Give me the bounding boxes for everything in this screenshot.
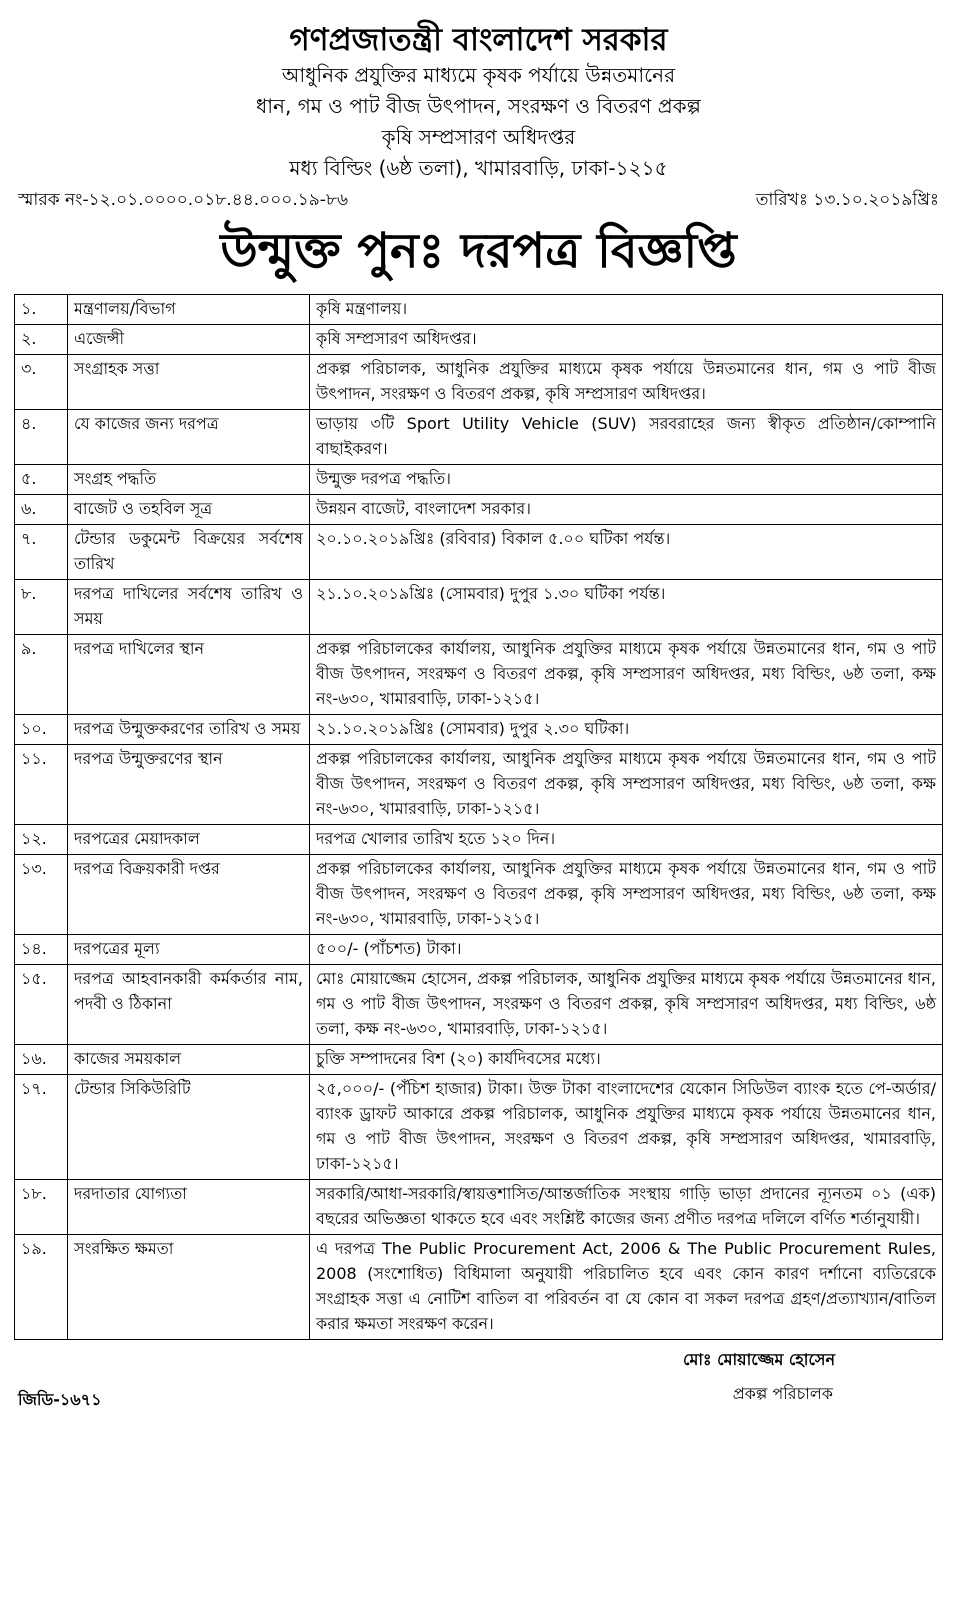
- item-label: দরপত্র বিক্রয়কারী দপ্তর: [68, 855, 310, 935]
- project-line-1: আধুনিক প্রযুক্তির মাধ্যমে কৃষক পর্যায়ে উন্নতমানের: [281, 63, 676, 87]
- item-label: টেন্ডার সিকিউরিটি: [68, 1075, 310, 1180]
- item-value: প্রকল্প পরিচালকের কার্যালয়, আধুনিক প্রযুক্তির মাধ্যমে কৃষক পর্যায়ে উন্নতমানের ধান, গম ও পাট বীজ উৎপাদন, সংরক্ষণ ও বিতরণ প্রকল্প, কৃষি সম্প্রসারণ অধিদপ্তর, মধ্য বিল্ডিং, ৬ষ্ঠ তলা, কক্ষ নং-৬৩০, খামারবাড়ি, ঢাকা-১২১৫।: [310, 855, 943, 935]
- item-value: ২১.১০.২০১৯খ্রিঃ (সোমবার) দুপুর ২.৩০ ঘটিকা।: [310, 715, 943, 745]
- item-value: চুক্তি সম্পাদনের বিশ (২০) কার্যদিবসের মধ্যে।: [310, 1045, 943, 1075]
- table-row: [15, 745, 943, 825]
- serial-number: ৯.: [15, 635, 68, 715]
- tender-details-table: [14, 294, 943, 1340]
- item-value: মোঃ মোয়াজ্জেম হোসেন, প্রকল্প পরিচালক, আধুনিক প্রযুক্তির মাধ্যমে কৃষক পর্যায়ে উন্নতমানের ধান, গম ও পাট বীজ উৎপাদন, সংরক্ষণ ও বিতরণ প্রকল্প, কৃষি সম্প্রসারণ অধিদপ্তর, মধ্য বিল্ডিং, ৬ষ্ঠ তলা, কক্ষ নং-৬৩০, খামারবাড়ি, ঢাকা-১২১৫।: [310, 965, 943, 1045]
- table-row: [15, 495, 943, 525]
- item-label: দরদাতার যোগ্যতা: [68, 1180, 310, 1235]
- serial-number: ১৫.: [15, 965, 68, 1045]
- notice-footer: [14, 1340, 943, 1440]
- table-row: [15, 965, 943, 1045]
- serial-number: ১৭.: [15, 1075, 68, 1180]
- table-row: [15, 295, 943, 325]
- serial-number: ৭.: [15, 525, 68, 580]
- serial-number: ৬.: [15, 495, 68, 525]
- item-value: কৃষি মন্ত্রণালয়।: [310, 295, 943, 325]
- item-label: সংরক্ষিত ক্ষমতা: [68, 1235, 310, 1340]
- serial-number: ১১.: [15, 745, 68, 825]
- serial-number: ১৯.: [15, 1235, 68, 1340]
- serial-number: ১৪.: [15, 935, 68, 965]
- item-value: প্রকল্প পরিচালকের কার্যালয়, আধুনিক প্রযুক্তির মাধ্যমে কৃষক পর্যায়ে উন্নতমানের ধান, গম ও পাট বীজ উৎপাদন, সংরক্ষণ ও বিতরণ প্রকল্প, কৃষি সম্প্রসারণ অধিদপ্তর, মধ্য বিল্ডিং, ৬ষ্ঠ তলা, কক্ষ নং-৬৩০, খামারবাড়ি, ঢাকা-১২১৫।: [310, 745, 943, 825]
- memo-reference: স্মারক নং-১২.০১.০০০০.০১৮.৪৪.০০০.১৯-৮৬: [18, 190, 349, 210]
- item-label: এজেন্সী: [68, 325, 310, 355]
- item-value: ২১.১০.২০১৯খ্রিঃ (সোমবার) দুপুর ১.৩০ ঘটিকা পর্যন্ত।: [310, 580, 943, 635]
- item-value: উন্নয়ন বাজেট, বাংলাদেশ সরকার।: [310, 495, 943, 525]
- item-label: দরপত্র দাখিলের সর্বশেষ তারিখ ও সময়: [68, 580, 310, 635]
- item-label: দরপত্র উন্মুক্তকরণের তারিখ ও সময়: [68, 715, 310, 745]
- item-label: টেন্ডার ডকুমেন্ট বিক্রয়ের সর্বশেষ তারিখ: [68, 525, 310, 580]
- item-value: এ দরপত্র The Public Procurement Act, 2006 & The Public Procurement Rules, 2008 (সংশোধিত) বিধিমালা অনুযায়ী পরিচালিত হবে এবং কোন কারণ দর্শানো ব্যতিরেকে সংগ্রাহক সত্তা এ নোটিশ বাতিল বা পরিবর্তন বা যে কোন বা সকল দরপত্র গ্রহণ/প্রত্যাখ্যান/বাতিল করার ক্ষমতা সংরক্ষণ করেন।: [310, 1235, 943, 1340]
- serial-number: ১০.: [15, 715, 68, 745]
- table-row: [15, 465, 943, 495]
- notice-title: উন্মুক্ত পুনঃ দরপত্র বিজ্ঞপ্তি: [220, 223, 737, 279]
- serial-number: ৮.: [15, 580, 68, 635]
- signer-name: মোঃ মোয়াজ্জেম হোসেন: [683, 1350, 835, 1369]
- table-row: [15, 1075, 943, 1180]
- table-row: [15, 580, 943, 635]
- item-label: দরপত্র আহবানকারী কর্মকর্তার নাম, পদবী ও ঠিকানা: [68, 965, 310, 1045]
- item-label: মন্ত্রণালয়/বিভাগ: [68, 295, 310, 325]
- serial-number: ৫.: [15, 465, 68, 495]
- project-line-2: ধান, গম ও পাট বীজ উৎপাদন, সংরক্ষণ ও বিতরণ প্রকল্প: [256, 94, 701, 118]
- table-row: [15, 935, 943, 965]
- table-row: [15, 355, 943, 410]
- item-label: যে কাজের জন্য দরপত্র: [68, 410, 310, 465]
- table-row: [15, 1045, 943, 1075]
- serial-number: ১৮.: [15, 1180, 68, 1235]
- serial-number: ১২.: [15, 825, 68, 855]
- item-label: সংগ্রাহক সত্তা: [68, 355, 310, 410]
- item-value: কৃষি সম্প্রসারণ অধিদপ্তর।: [310, 325, 943, 355]
- item-label: দরপত্রের মেয়াদকাল: [68, 825, 310, 855]
- item-value: দরপত্র খোলার তারিখ হতে ১২০ দিন।: [310, 825, 943, 855]
- department-name: কৃষি সম্প্রসারণ অধিদপ্তর: [381, 125, 576, 149]
- serial-number: ১৩.: [15, 855, 68, 935]
- item-value: প্রকল্প পরিচালকের কার্যালয়, আধুনিক প্রযুক্তির মাধ্যমে কৃষক পর্যায়ে উন্নতমানের ধান, গম ও পাট বীজ উৎপাদন, সংরক্ষণ ও বিতরণ প্রকল্প, কৃষি সম্প্রসারণ অধিদপ্তর, মধ্য বিল্ডিং, ৬ষ্ঠ তলা, কক্ষ নং-৬৩০, খামারবাড়ি, ঢাকা-১২১৫।: [310, 635, 943, 715]
- table-row: [15, 525, 943, 580]
- table-row: [15, 410, 943, 465]
- table-row: [15, 715, 943, 745]
- item-value: সরকারি/আধা-সরকারি/স্বায়ত্তশাসিত/আন্তর্জাতিক সংস্থায় গাড়ি ভাড়া প্রদানের ন্যূনতম ০১ (এক) বছরের অভিজ্ঞতা থাকতে হবে এবং সংশ্লিষ্ট কাজের জন্য প্রণীত দরপত্র দলিলে বর্ণিত শর্তানুযায়ী।: [310, 1180, 943, 1235]
- item-label: দরপত্র দাখিলের স্থান: [68, 635, 310, 715]
- office-address: মধ্য বিল্ডিং (৬ষ্ঠ তলা), খামারবাড়ি, ঢাকা-১২১৫: [289, 156, 668, 180]
- memo-row: [14, 188, 943, 212]
- serial-number: ৩.: [15, 355, 68, 410]
- table-row: [15, 635, 943, 715]
- item-label: বাজেট ও তহবিল সূত্র: [68, 495, 310, 525]
- serial-number: ১.: [15, 295, 68, 325]
- signer-title: প্রকল্প পরিচালক: [732, 1384, 833, 1403]
- memo-date: তারিখঃ ১৩.১০.২০১৯খ্রিঃ: [755, 190, 939, 210]
- gd-number: জিডি-১৬৭১: [18, 1390, 102, 1409]
- item-label: কাজের সময়কাল: [68, 1045, 310, 1075]
- table-row: [15, 1235, 943, 1340]
- table-row: [15, 1180, 943, 1235]
- table-row: [15, 825, 943, 855]
- item-value: ২৫,০০০/- (পঁচিশ হাজার) টাকা। উক্ত টাকা বাংলাদেশের যেকোন সিডিউল ব্যাংক হতে পে-অর্ডার/ব্যাংক ড্রাফট আকারে প্রকল্প পরিচালক, আধুনিক প্রযুক্তির মাধ্যমে কৃষক পর্যায়ে উন্নতমানের ধান, গম ও পাট বীজ উৎপাদন, সংরক্ষণ ও বিতরণ প্রকল্প, কৃষি সম্প্রসারণ অধিদপ্তর, খামারবাড়ি, ঢাকা-১২১৫।: [310, 1075, 943, 1180]
- item-label: সংগ্রহ পদ্ধতি: [68, 465, 310, 495]
- item-label: দরপত্রের মূল্য: [68, 935, 310, 965]
- table-row: [15, 855, 943, 935]
- item-value: ৫০০/- (পাঁচশত) টাকা।: [310, 935, 943, 965]
- item-value: ২০.১০.২০১৯খ্রিঃ (রবিবার) বিকাল ৫.০০ ঘটিকা পর্যন্ত।: [310, 525, 943, 580]
- serial-number: ২.: [15, 325, 68, 355]
- serial-number: ৪.: [15, 410, 68, 465]
- government-title: গণপ্রজাতন্ত্রী বাংলাদেশ সরকার: [289, 22, 668, 58]
- serial-number: ১৬.: [15, 1045, 68, 1075]
- table-row: [15, 325, 943, 355]
- item-value: প্রকল্প পরিচালক, আধুনিক প্রযুক্তির মাধ্যমে কৃষক পর্যায়ে উন্নতমানের ধান, গম ও পাট বীজ উৎপাদন, সংরক্ষণ ও বিতরণ প্রকল্প, কৃষি সম্প্রসারণ অধিদপ্তর।: [310, 355, 943, 410]
- item-value: উন্মুক্ত দরপত্র পদ্ধতি।: [310, 465, 943, 495]
- item-value: ভাড়ায় ৩টি Sport Utility Vehicle (SUV) সরবরাহের জন্য স্বীকৃত প্রতিষ্ঠান/কোম্পানি বাছাইকরণ।: [310, 410, 943, 465]
- item-label: দরপত্র উন্মুক্তরণের স্থান: [68, 745, 310, 825]
